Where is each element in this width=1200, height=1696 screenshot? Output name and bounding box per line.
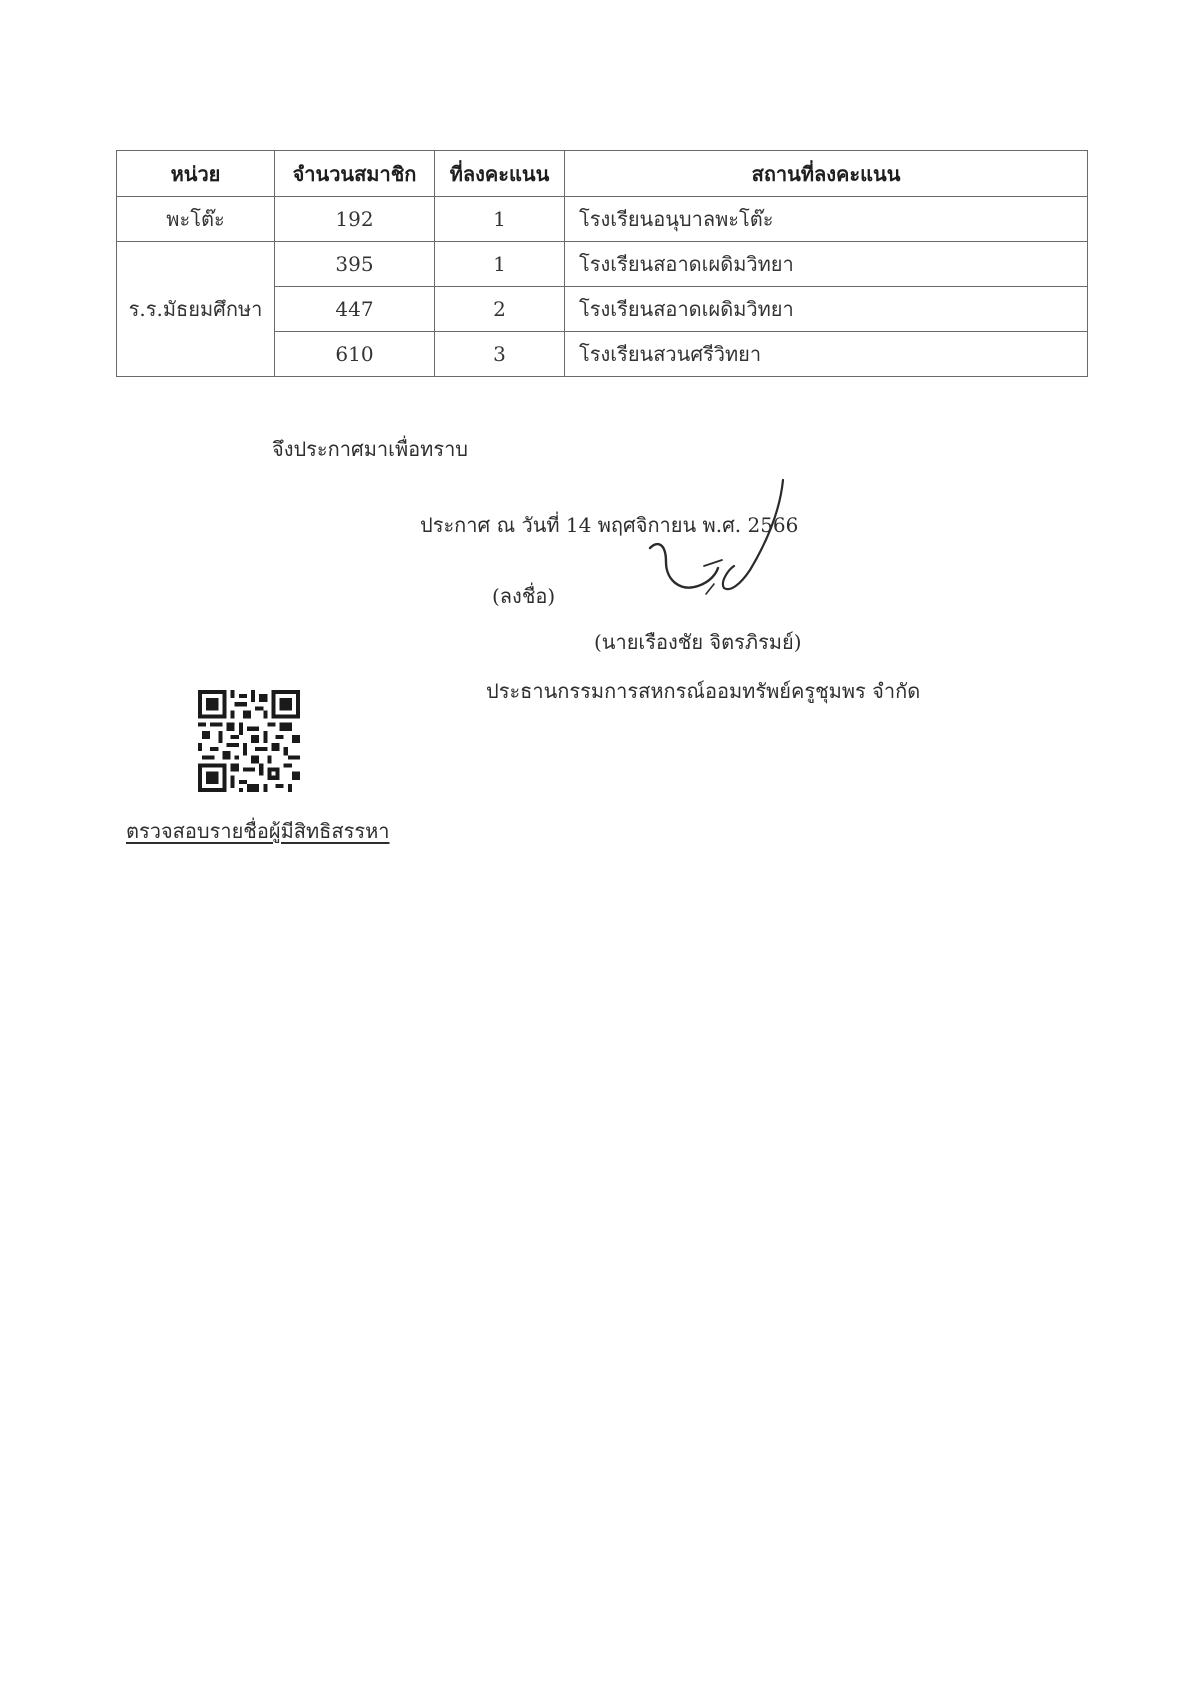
signatory-name: (นายเรืองชัย จิตรภิรมย์): [594, 630, 802, 654]
members-cell: 610: [275, 332, 435, 377]
handwritten-signature: [640, 470, 790, 620]
header-members: จำนวนสมาชิก: [275, 151, 435, 197]
members-cell: 395: [275, 242, 435, 287]
voting-place-cell: โรงเรียนสวนศรีวิทยา: [565, 332, 1088, 377]
announcement-date: ประกาศ ณ วันที่ 14 พฤศจิกายน พ.ศ. 2566: [420, 513, 799, 537]
polling-units-table: [116, 150, 1088, 377]
unit-number-cell: 1: [435, 242, 565, 287]
signatory-position: ประธานกรรมการสหกรณ์ออมทรัพย์ครูชุมพร จำกัด: [486, 679, 921, 703]
table-row: [117, 242, 1088, 287]
header-unit-number: ที่ลงคะแนน: [435, 151, 565, 197]
members-cell: 192: [275, 197, 435, 242]
qr-code-icon[interactable]: [198, 690, 300, 792]
qr-caption-link[interactable]: ตรวจสอบรายชื่อผู้มีสิทธิสรรหา: [126, 819, 390, 843]
table-row: [117, 197, 1088, 242]
unit-cell: พะโต๊ะ: [117, 197, 275, 242]
voting-place-cell: โรงเรียนสอาดเผดิมวิทยา: [565, 287, 1088, 332]
header-voting-place: สถานที่ลงคะแนน: [565, 151, 1088, 197]
unit-number-cell: 1: [435, 197, 565, 242]
unit-number-cell: 2: [435, 287, 565, 332]
unit-number-cell: 3: [435, 332, 565, 377]
members-cell: 447: [275, 287, 435, 332]
voting-place-cell: โรงเรียนอนุบาลพะโต๊ะ: [565, 197, 1088, 242]
table-header-row: [117, 151, 1088, 197]
voting-place-cell: โรงเรียนสอาดเผดิมวิทยา: [565, 242, 1088, 287]
unit-cell: ร.ร.มัธยมศึกษา: [117, 242, 275, 377]
header-unit: หน่วย: [117, 151, 275, 197]
signature-label: (ลงชื่อ): [492, 584, 556, 608]
announcement-text: จึงประกาศมาเพื่อทราบ: [272, 437, 468, 461]
